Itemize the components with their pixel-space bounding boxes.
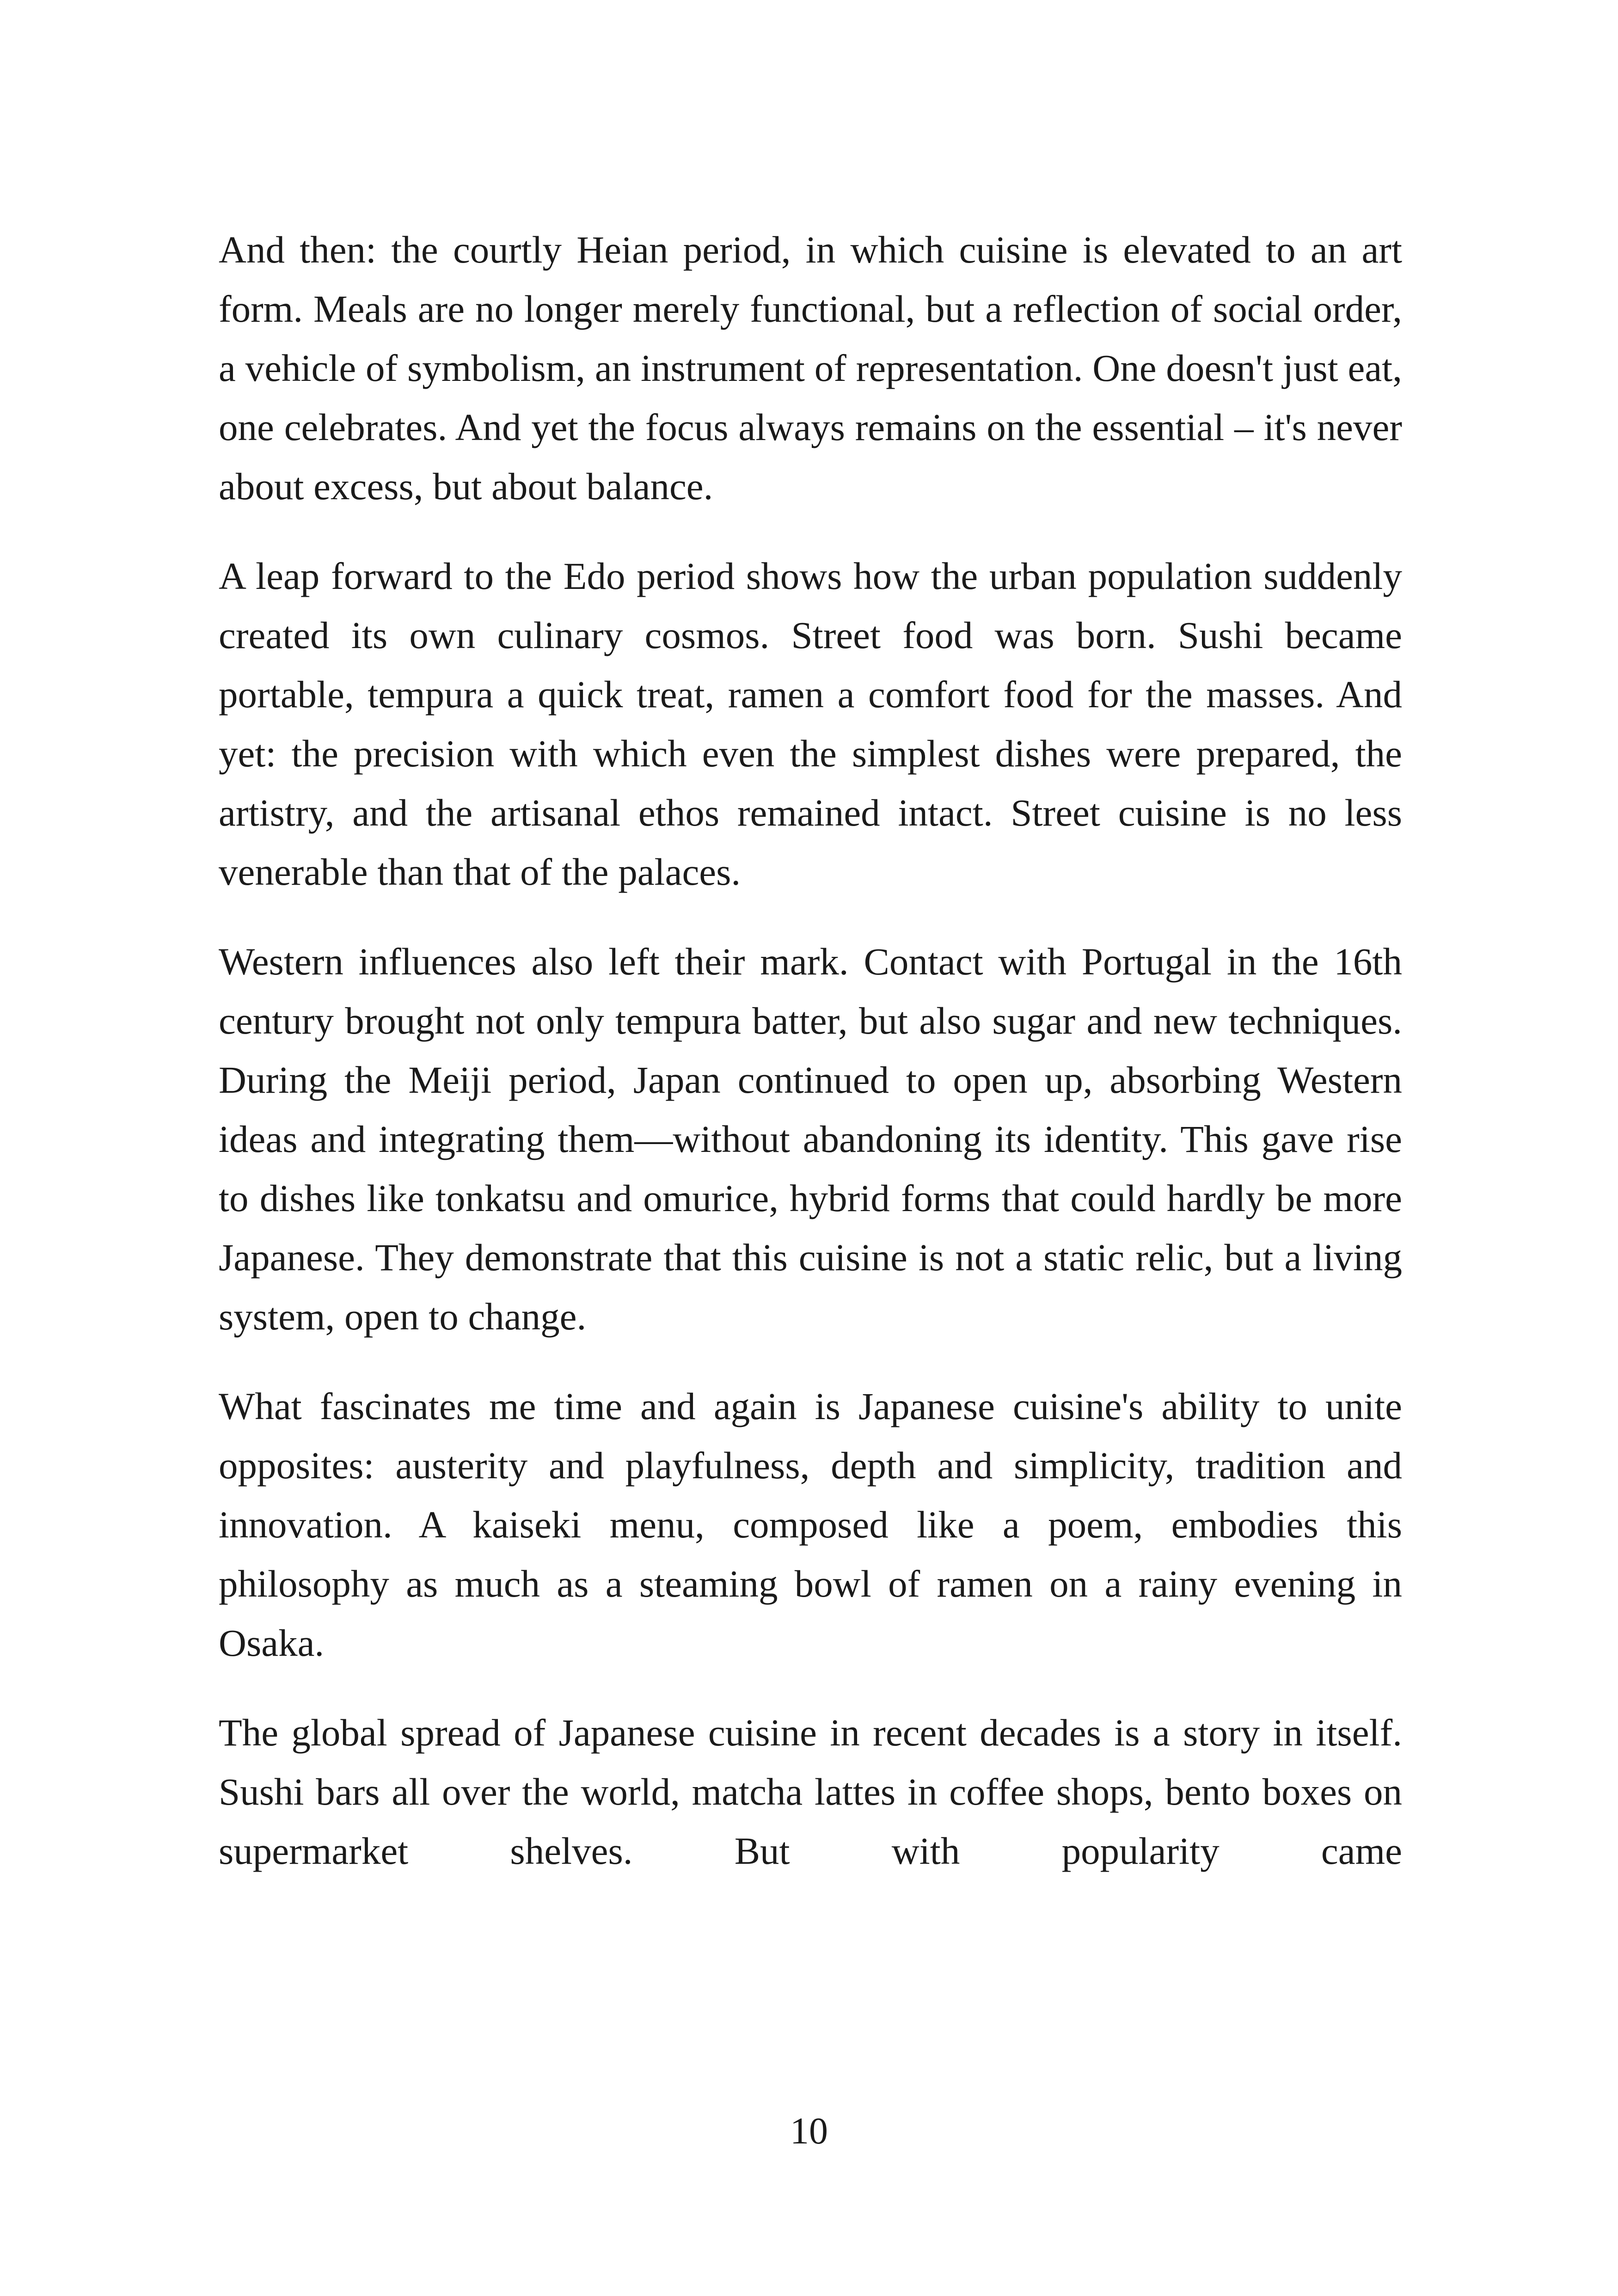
page-number: 10 xyxy=(790,2110,828,2152)
paragraph-uniting-opposites: What fascinates me time and again is Japanese cuisine's ability to unite opposites: austerity and playfulness, depth and simplicity, tradition and innovation. A kaiseki menu, composed like a poem, embodies this philosophy as much as a steaming bowl of ramen on a rainy evening in Osaka. xyxy=(219,1385,1402,1664)
paragraph-western-influences: Western influences also left their mark. Contact with Portugal in the 16th century brought not only tempura batter, but also sugar and new techniques. During the Meiji period, Japan continued to open up, absorbing Western ideas and integrating them—without abandoning its identity. This gave rise to dishes like tonkatsu and omurice, hybrid forms that could hardly be more Japanese. They demonstrate that this cuisine is not a static relic, but a living system, open to change. xyxy=(219,940,1402,1338)
body-text xyxy=(219,220,1402,1911)
paragraph-global-spread: The global spread of Japanese cuisine in recent decades is a story in itself. Sushi bars all over the world, matcha lattes in coffee shops, bento boxes on supermarket shelves. But with popularity came xyxy=(219,1711,1402,1872)
paragraph-edo-period: A leap forward to the Edo period shows how the urban population suddenly created its own culinary cosmos. Street food was born. Sushi became portable, tempura a quick treat, ramen a comfort food for the masses. And yet: the precision with which even the simplest dishes were prepared, the artistry, and the artisanal ethos remained intact. Street cuisine is no less venerable than that of the palaces. xyxy=(219,555,1402,893)
paragraph-heian-period: And then: the courtly Heian period, in which cuisine is elevated to an art form. Meals are no longer merely functional, but a reflection of social order, a vehicle of symbolism, an instrument of representation. One doesn't just eat, one celebrates. And yet the focus always remains on the essential – it's never about excess, but about balance. xyxy=(219,228,1402,508)
